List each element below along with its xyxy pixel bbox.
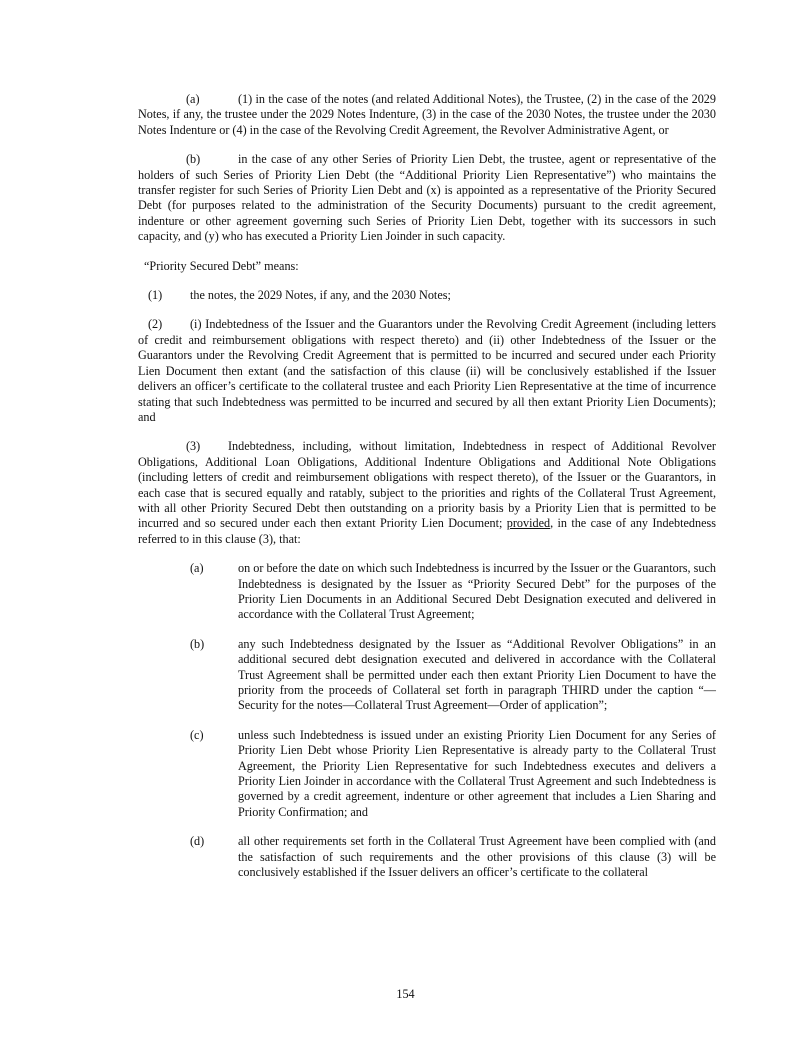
sub-clause-a-label: (a) — [190, 561, 204, 576]
clause-3-text-after: , in the case of any Indebtedness referred to in this clause (3), that: — [138, 516, 716, 546]
sub-clause-c-text: unless such Indebtedness is issued under an existing Priority Lien Document for any Series of Priority Lien Debt whose Priority Lien Representative is already party to the Collateral Trust Agreement, the Priority Lien Representative for such Indebtedness executes and delivers a Priority Lien Joinder in accordance with the Collateral Trust Agreement and such Indebtedness is governed by a credit agreement, indenture or other agreement that includes a Lien Sharing and Priority Confirmation; and — [238, 727, 716, 819]
document-page — [138, 92, 716, 880]
clause-2 — [138, 317, 716, 425]
sub-clause-b-label: (b) — [190, 636, 205, 651]
clause-2-label: (2) — [148, 317, 163, 332]
sub-clause-b-text: any such Indebtedness designated by the Issuer as “Additional Revolver Obligations” in an additional secured debt designation executed and delivered in accordance with the Collateral Trust Agreement shall be permitted under each then extant Priority Lien Document to have the priority from the proceeds of Collateral set forth in paragraph THIRD under the caption “—Security for the notes—Collateral Trust Agreement—Order of application”; — [238, 636, 716, 713]
clause-3-label: (3) — [186, 439, 201, 454]
clause-1 — [138, 288, 716, 303]
clause-1-label: (1) — [148, 288, 163, 303]
paragraph-b-text: in the case of any other Series of Priority Lien Debt, the trustee, agent or representative of the holders of such Series of Priority Lien Debt (the “Additional Priority Lien Representative”) who maintains the transfer register for such Series of Priority Lien Debt and (x) is appointed as a representative of the Priority Secured Debt (for purposes related to the administration of the Security Documents) pursuant to the credit agreement, indenture or other agreement governing such Series of Priority Lien Debt, together with its successors in such capacity, and (y) who has executed a Priority Lien Joinder in such capacity. — [138, 152, 716, 244]
definition-heading: “Priority Secured Debt” means: — [144, 258, 299, 273]
page-number: 154 — [396, 987, 415, 1001]
clause-2-text: (i) Indebtedness of the Issuer and the Guarantors under the Revolving Credit Agreement (including letters of credit and reimbursement obligations with respect thereto) and (ii) other Indebtedness of the Issuer or the Guarantors under the Revolving Credit Agreement that is permitted to be incurred and secured under each Priority Lien Document then extant (and the satisfaction of this clause (ii) will be conclusively established if the Issuer delivers an officer’s certificate to the collateral trustee and each Priority Lien Representative at the time of incurrence stating that such Indebtedness was permitted to be incurred and secured by all then extant Priority Lien Documents); and — [138, 317, 716, 424]
sub-clause-c-label: (c) — [190, 727, 204, 742]
sub-clause-a — [138, 561, 716, 623]
paragraph-a-text: (1) in the case of the notes (and related Additional Notes), the Trustee, (2) in the case of the 2029 Notes, if any, the trustee under the 2029 Notes Indenture, (3) in the case of the 2030 Notes, the trustee under the 2030 Notes Indenture or (4) in the case of the Revolving Credit Agreement, the Revolver Administrative Agent, or — [138, 92, 716, 137]
clause-1-text: the notes, the 2029 Notes, if any, and the 2030 Notes; — [190, 288, 451, 303]
paragraph-b — [138, 152, 716, 244]
clause-3 — [138, 439, 716, 547]
clause-3-provided: provided — [506, 516, 551, 531]
paragraph-a-label: (a) — [186, 92, 200, 106]
paragraph-a — [138, 92, 716, 138]
sub-clause-a-text: on or before the date on which such Indebtedness is incurred by the Issuer or the Guarantors, such Indebtedness is designated by the Issuer as “Priority Secured Debt” for the purposes of the Priority Lien Documents in an Additional Secured Debt Designation executed and delivered in accordance with the Collateral Trust Agreement; — [238, 561, 716, 622]
sub-clause-d-text: all other requirements set forth in the Collateral Trust Agreement have been complied with (and the satisfaction of such requirements and the other provisions of this clause (3) will be conclusively established if the Issuer delivers an officer’s certificate to the collateral — [238, 834, 716, 880]
paragraph-b-label: (b) — [186, 152, 201, 167]
sub-clause-b — [138, 637, 716, 714]
sub-clause-c — [138, 728, 716, 820]
sub-clause-d-label: (d) — [190, 834, 205, 849]
sub-clause-d — [138, 834, 716, 880]
clause-3-text-before: Indebtedness, including, without limitation, Indebtedness in respect of Additional Revolver Obligations, Additional Loan Obligations, Additional Indenture Obligations and Additional Note Obligations (including letters of credit and reimbursement obligations with respect thereto), of the Issuer or the Guarantors, in each case that is secured equally and ratably, subject to the priorities and rights of the Collateral Trust Agreement, with all other Priority Secured Debt then outstanding on a priority basis by a Priority Lien that is permitted to be incurred and so secured under each then extant Priority Lien Document; — [138, 439, 716, 531]
